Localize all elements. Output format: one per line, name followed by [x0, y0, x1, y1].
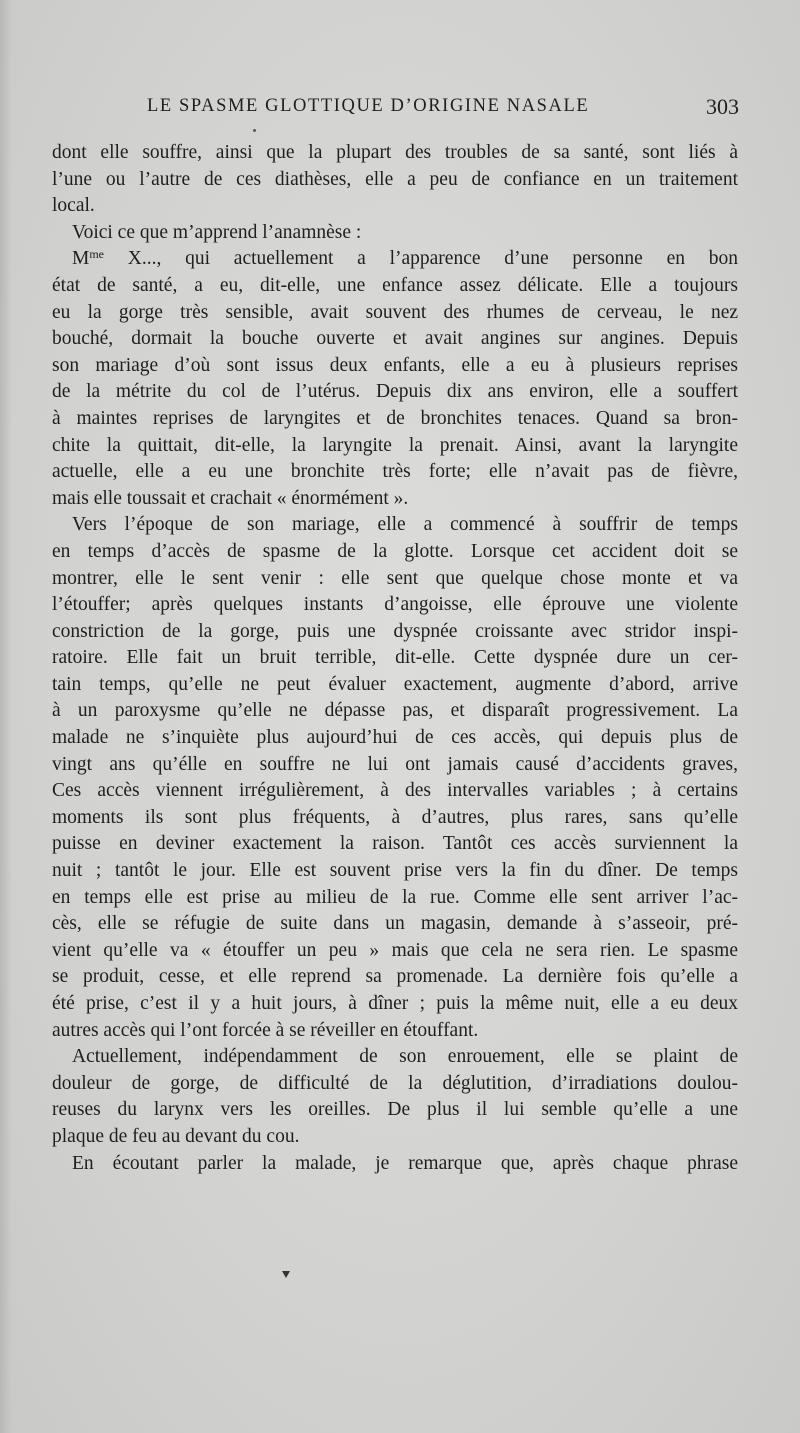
- text-line: actuelle, elle a eu une bronchite très forte; elle n’avait pas de fièvre,: [52, 461, 738, 483]
- text-line: montrer, elle le sent venir : elle sent que quelque chose monte et va: [52, 567, 738, 589]
- text-line: mais elle toussait et crachait « énormément ».: [52, 487, 409, 509]
- text-line: état de santé, a eu, dit-elle, une enfance assez délicate. Elle a toujours: [52, 274, 738, 296]
- text-line: cès, elle se réfugie de suite dans un magasin, demande à s’asseoir, pré-: [52, 913, 738, 935]
- text-line: à un paroxysme qu’elle ne dépasse pas, et disparaît progressivement. La: [52, 700, 738, 722]
- ink-speck: [253, 129, 256, 132]
- text-line: chite la quittait, dit-elle, la laryngite la prenait. Ainsi, avant la laryngite: [52, 434, 738, 456]
- running-title: LE SPASME GLOTTIQUE D’ORIGINE NASALE: [147, 96, 590, 116]
- text-line-with-honorific: [52, 246, 738, 273]
- text-line: tain temps, qu’elle ne peut évaluer exactement, augmente d’abord, arrive: [52, 673, 738, 695]
- text-line: dont elle souffre, ainsi que la plupart des troubles de sa santé, sont liés à: [52, 142, 738, 163]
- text-line: en temps d’accès de spasme de la glotte. Lorsque cet accident doit se: [52, 540, 738, 562]
- text-line: bouché, dormait la bouche ouverte et avait angines sur angines. Depuis: [52, 328, 738, 350]
- text-line: vingt ans qu’élle en souffre ne lui ont jamais causé d’accidents graves,: [52, 753, 738, 775]
- text-line: son mariage d’où sont issus deux enfants, elle a eu à plusieurs reprises: [52, 354, 738, 376]
- honorific: M: [72, 248, 90, 270]
- text-line: Voici ce que m’apprend l’anamnèse :: [72, 221, 362, 243]
- page-number: 303: [706, 94, 739, 119]
- signature-mark: [282, 1271, 290, 1278]
- text-line: l’étouffer; après quelques instants d’angoisse, elle éprouve une violente: [52, 594, 738, 616]
- text-line: de la métrite du col de l’utérus. Depuis dix ans environ, elle a souffert: [52, 381, 738, 403]
- page-shadow-edge: [0, 0, 12, 1433]
- text-line: se produit, cesse, et elle reprend sa promenade. La dernière fois qu’elle a: [52, 966, 738, 988]
- text-line: nuit ; tantôt le jour. Elle est souvent prise vers la fin du dîner. De temps: [52, 860, 738, 882]
- text-line: vient qu’elle va « étouffer un peu » mais que cela ne sera rien. Le spasme: [52, 939, 738, 961]
- text-line: En écoutant parler la malade, je remarque que, après chaque phrase: [72, 1152, 738, 1174]
- text-line: été prise, c’est il y a huit jours, à dîner ; puis la même nuit, elle a eu deux: [52, 993, 738, 1014]
- text-line: ratoire. Elle fait un bruit terrible, dit-elle. Cette dyspnée dure un cer-: [52, 647, 738, 669]
- page-header: [147, 96, 739, 126]
- text-line: plaque de feu au devant du cou.: [52, 1125, 300, 1147]
- text-line: en temps elle est prise au milieu de la rue. Comme elle sent arriver l’ac-: [52, 886, 738, 908]
- text-line-rest: X..., qui actuellement a l’apparence d’une personne en bon: [127, 248, 738, 270]
- text-line: malade ne s’inquiète plus aujourd’hui de ces accès, qui depuis plus de: [52, 727, 738, 749]
- text-line: Ces accès viennent irrégulièrement, à des intervalles variables ; à certains: [52, 780, 738, 802]
- text-line: eu la gorge très sensible, avait souvent des rhumes de cerveau, le nez: [52, 301, 738, 323]
- text-line: l’une ou l’autre de ces diathèses, elle a peu de confiance en un traitement: [52, 168, 738, 190]
- text-line: moments ils sont plus fréquents, à d’autres, plus rares, sans qu’elle: [52, 806, 738, 828]
- text-line: autres accès qui l’ont forcée à se réveiller en étouffant.: [52, 1019, 479, 1041]
- text-line: puisse en deviner exactement la raison. Tantôt ces accès surviennent la: [52, 833, 738, 855]
- honorific-superscript: me: [89, 247, 105, 262]
- body-text: [52, 140, 738, 1177]
- text-line: Actuellement, indépendamment de son enrouement, elle se plaint de: [72, 1046, 738, 1068]
- text-line: douleur de gorge, de difficulté de la déglutition, d’irradiations doulou-: [52, 1072, 738, 1094]
- text-line: Vers l’époque de son mariage, elle a commencé à souffrir de temps: [72, 514, 738, 536]
- text-line: local.: [52, 195, 95, 217]
- text-line: constriction de la gorge, puis une dyspnée croissante avec stridor inspi-: [52, 620, 738, 642]
- text-line: reuses du larynx vers les oreilles. De plus il lui semble qu’elle a une: [52, 1099, 738, 1121]
- text-line: à maintes reprises de laryngites et de bronchites tenaces. Quand sa bron-: [52, 407, 738, 429]
